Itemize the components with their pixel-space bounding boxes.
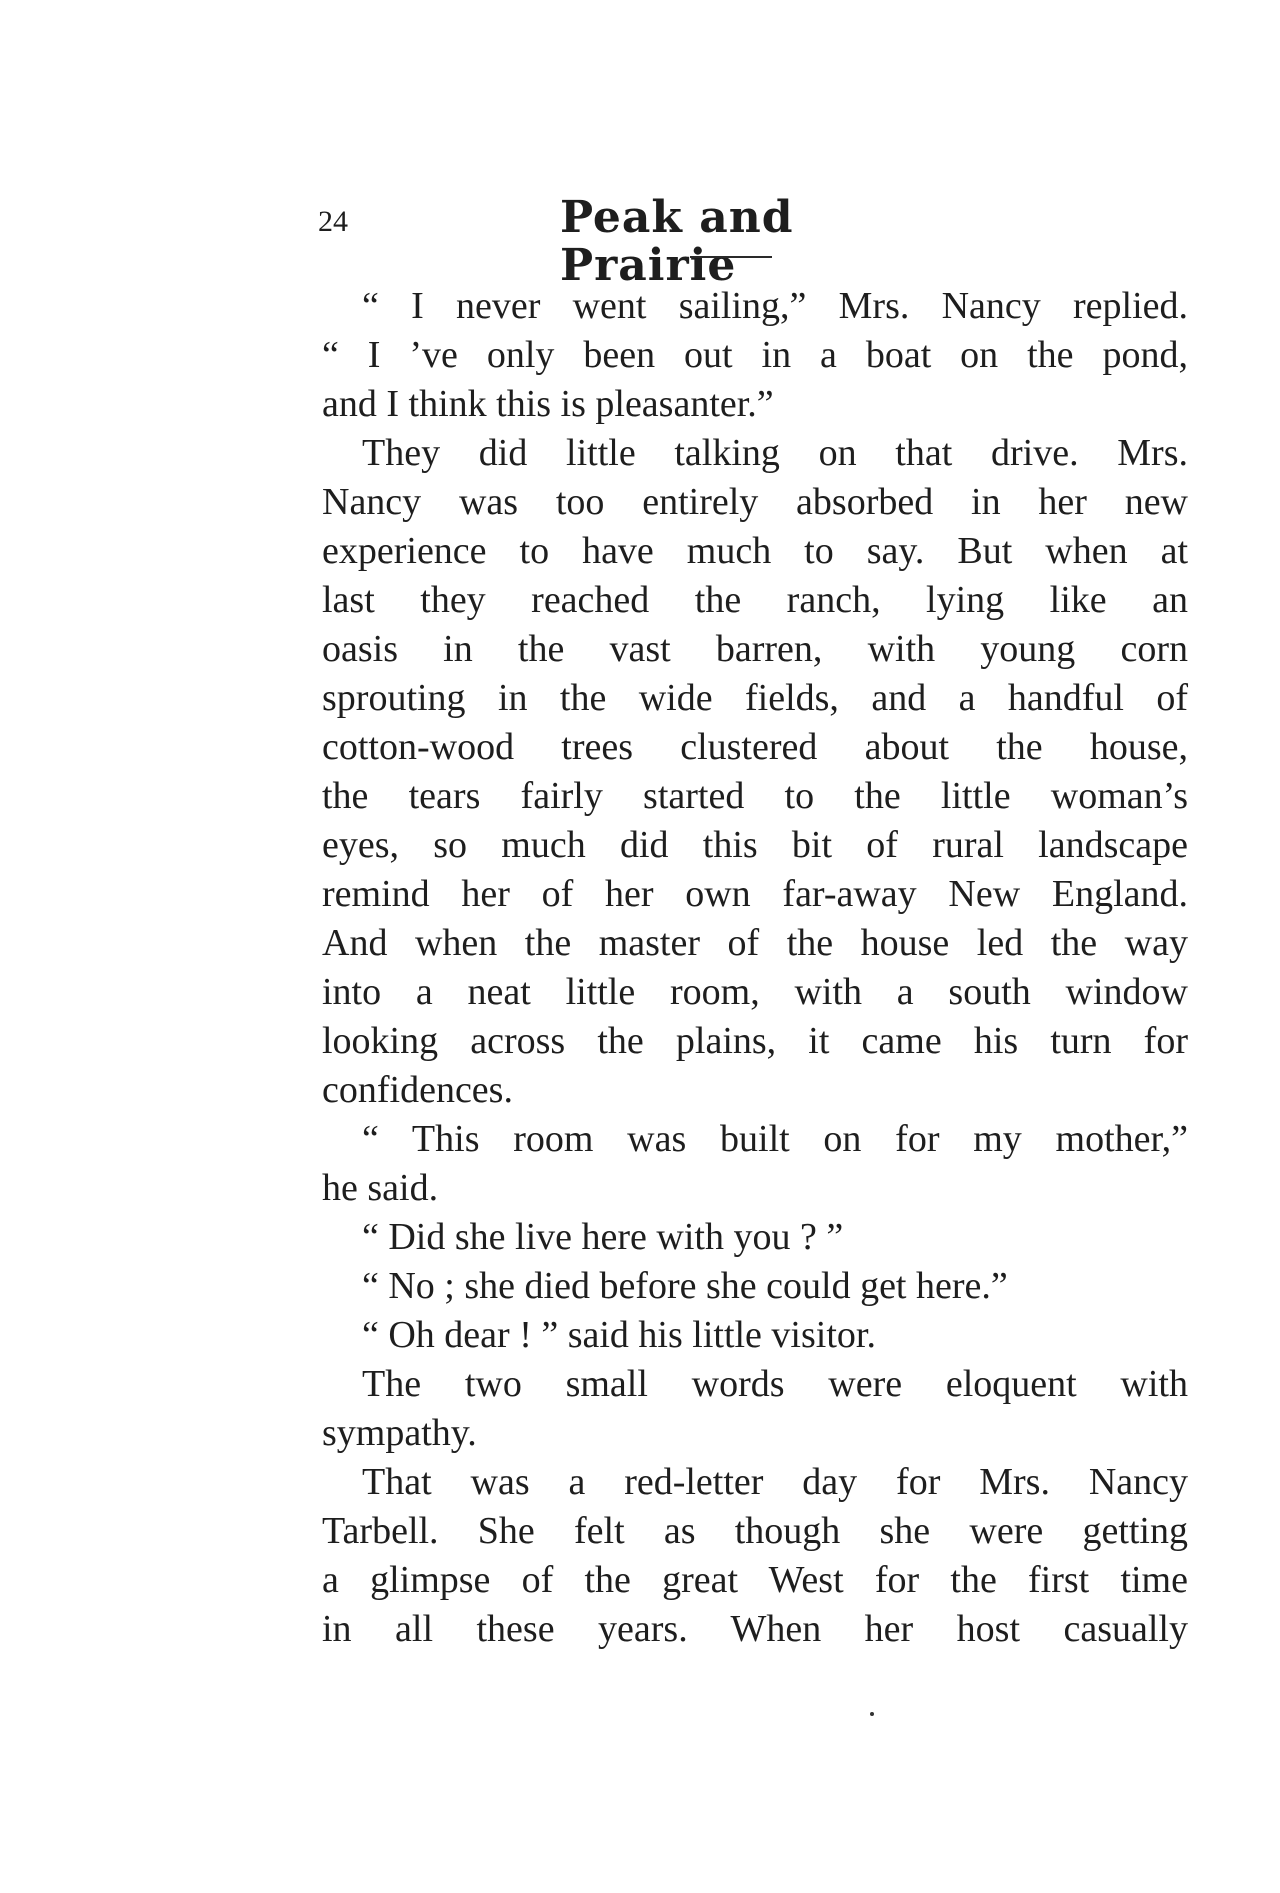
text-line: last they reached the ranch, lying like an	[322, 579, 1188, 621]
text-line: “ Oh dear ! ” said his little visitor.	[362, 1314, 876, 1356]
text-line: sympathy.	[322, 1412, 477, 1454]
text-line: And when the master of the house led the way	[322, 922, 1188, 964]
text-line: the tears fairly started to the little woman’s	[322, 775, 1188, 817]
text-line: and I think this is pleasanter.”	[322, 383, 774, 425]
header-rule	[690, 256, 772, 258]
text-line: cotton-wood trees clustered about the house,	[322, 726, 1188, 768]
body-text	[322, 282, 1188, 1654]
text-line: They did little talking on that drive. Mrs.	[362, 432, 1188, 474]
text-line: looking across the plains, it came his turn for	[322, 1020, 1188, 1062]
text-line: “ I never went sailing,” Mrs. Nancy replied.	[362, 285, 1188, 327]
page-number: 24	[318, 205, 348, 238]
print-speck	[870, 1712, 874, 1716]
text-line: into a neat little room, with a south window	[322, 971, 1188, 1013]
text-line: Tarbell. She felt as though she were getting	[322, 1510, 1188, 1552]
running-title: Peak and Prairie	[560, 192, 794, 291]
text-line: “ No ; she died before she could get here.”	[362, 1265, 1008, 1307]
text-line: “ This room was built on for my mother,”	[362, 1118, 1188, 1160]
text-line: in all these years. When her host casually	[322, 1608, 1188, 1650]
text-line: a glimpse of the great West for the first time	[322, 1559, 1188, 1601]
text-line: Nancy was too entirely absorbed in her new	[322, 481, 1188, 523]
text-line: That was a red-letter day for Mrs. Nancy	[362, 1461, 1188, 1503]
text-line: “ Did she live here with you ? ”	[362, 1216, 844, 1258]
text-line: “ I ’ve only been out in a boat on the pond,	[322, 334, 1188, 376]
text-line: remind her of her own far-away New England.	[322, 873, 1188, 915]
text-line: sprouting in the wide fields, and a handful of	[322, 677, 1188, 719]
text-line: confidences.	[322, 1069, 513, 1111]
text-line: eyes, so much did this bit of rural landscape	[322, 824, 1188, 866]
text-line: oasis in the vast barren, with young corn	[322, 628, 1188, 670]
text-line: experience to have much to say. But when at	[322, 530, 1188, 572]
text-line: The two small words were eloquent with	[362, 1363, 1188, 1405]
text-line: he said.	[322, 1167, 439, 1209]
